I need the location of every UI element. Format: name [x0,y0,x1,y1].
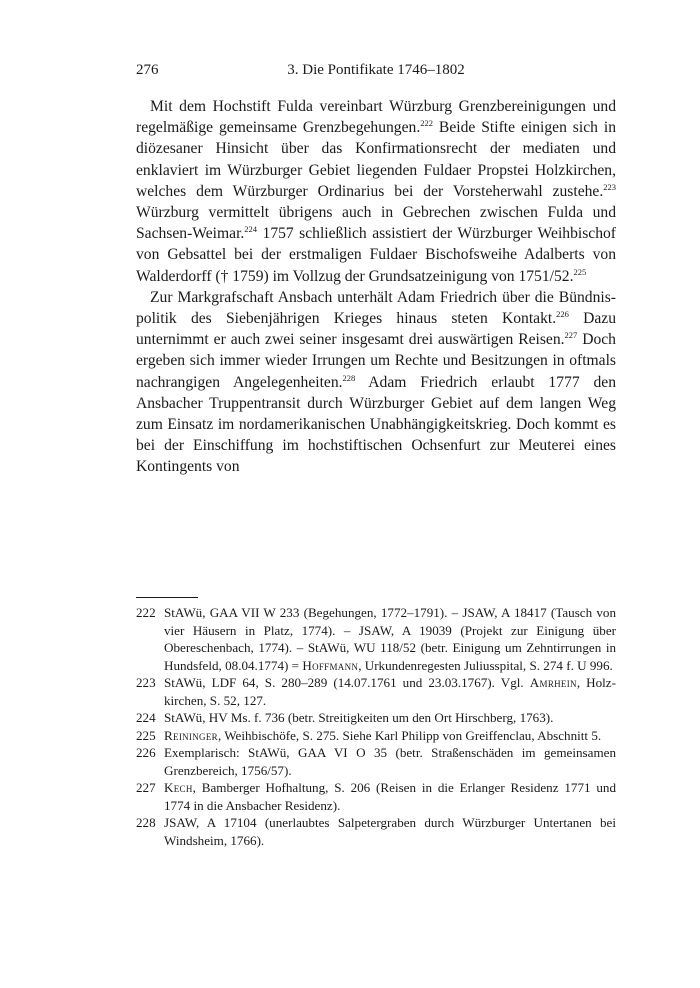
footnote-ref: 222 [420,118,433,129]
footnote-text [164,744,616,779]
text-run: Mit dem Hochstift Fulda vereinbart Würzburg Grenzbereinigungen und regelmäßige gemeinsame Grenzbegehungen. [136,98,616,137]
footnote [136,727,616,745]
footnote [136,814,616,849]
footnote-text-run: , Holzkirchen, S. 52, 127. [164,675,616,708]
footnote [136,604,616,674]
footnote-text-run: JSAW, A 17104 (unerlaubtes Salpetergraben durch Würzburger Untertanen bei Windsheim, 1766). [164,815,616,848]
footnote-author: Reininger [164,727,218,743]
footnotes [136,604,616,849]
footnote-text [164,709,616,727]
footnote [136,709,616,727]
footnote-text-run: , Urkundenregesten Juliusspital, S. 274 f. U 996. [358,657,613,673]
footnote-text-run: , Bamberger Hofhaltung, S. 206 (Reisen in die Erlanger Residenz 1771 und 1774 in die Ansbacher Residenz). [164,780,616,813]
footnote-author: Amrhein [529,675,577,690]
footnote-number: 224 [136,710,156,725]
page-header [136,62,616,84]
footnote [136,744,616,779]
footnote-text [164,674,616,709]
footnote-ref: 225 [573,266,587,277]
footnote-ref: 227 [564,330,578,341]
footnote [136,674,616,709]
paragraph-ansbach [136,287,616,478]
text-run: Beide Stifte einigen sich in diözesaner Hinsicht über das Konfirmationsrecht der mediaten und enklaviert im Würzburger Gebiet liegenden Fuldaer Propstei Holzkirchen, welches dem Würzburger Ordinarius bei der Vorsteherwahl zustehe. [136,119,617,200]
footnote-text-run: StAWü, GAA VII W 233 (Begehungen, 1772–1791). – JSAW, A 18417 (Tausch von vier Häusern in Platz, 1774). – JSAW, A 19039 (Projekt zur Einigung über Obereschenbach, 1774). – StAWü, WU 118/52 (betr. Einigung um Zehntirrungen in Hundsfeld, 08.04.1774) = [164,605,616,673]
page-number: 276 [136,62,159,78]
footnote-text-run: , Weihbischöfe, S. 275. Siehe Karl Philipp von Greiffenclau, Abschnitt 5. [217,727,602,743]
text-run: Doch ergeben sich immer wieder Irrungen um Rechte und Besitzungen in oftmals nachrangigen Angelegenheiten. [136,331,616,391]
footnote-separator [136,597,198,598]
footnote-number: 222 [136,605,156,620]
footnote-text-run: StAWü, HV Ms. f. 736 (betr. Streitigkeiten um den Ort Hirschberg, 1763). [164,710,554,725]
footnote-author: Hoffmann [302,657,359,673]
footnote-number: 228 [136,815,156,830]
footnote-author: Kech [164,780,193,795]
footnote-number: 223 [136,675,156,690]
text-run: Würzburg vermittelt übrigens auch in Gebrechen zwischen Fulda und Sachsen-Weimar. [136,204,616,243]
footnote-text [164,727,616,745]
body-text [136,96,616,478]
footnote-ref: 226 [556,309,569,320]
footnote-text [164,814,616,849]
text-run: Dazu unternimmt er auch zwei seiner insgesamt drei auswärtigen Reisen. [136,310,616,349]
footnote-number: 225 [136,727,156,743]
footnote-number: 226 [136,745,156,760]
footnote-text-run: StAWü, LDF 64, S. 280–289 (14.07.1761 und 23.03.1767). Vgl. [164,675,530,690]
paragraph-fulda [136,96,616,287]
footnote-text [164,604,616,674]
footnote-text-run: Exemplarisch: StAWü, GAA VI O 35 (betr. Straßenschäden im gemeinsamen Grenzbereich, 1756/57). [164,745,616,778]
footnote-number: 227 [136,780,156,795]
text-run: Zur Markgrafschaft Ansbach unterhält Adam Friedrich über die Bündnispolitik des Siebenjährigen Krieges hinaus steten Kontakt. [136,288,616,328]
footnote [136,779,616,814]
footnote-ref: 224 [244,224,258,235]
footnote-text [164,779,616,814]
footnote-ref: 223 [603,181,616,192]
text-run: Adam Friedrich erlaubt 1777 den Ansbacher Truppentransit durch Würzburger Gebiet auf dem langen Weg zum Einsatz im nordamerikanischen Unabhängigkeitskrieg. Doch kommt es bei der Einschiffung im hochstiftischen Ochsenfurt zur Meuterei eines Kontingents von [136,373,616,476]
text-run: 1757 schließlich assistiert der Würzburger Weihbischof von Gebsattel bei der erstmaligen Fuldaer Bischofsweihe Adalberts von Walderdorff († 1759) im Vollzug der Grundsatzeinigung von 1751/52. [136,225,616,285]
footnote-ref: 228 [342,372,356,383]
running-head: 3. Die Pontifikate 1746–1802 [287,62,465,78]
